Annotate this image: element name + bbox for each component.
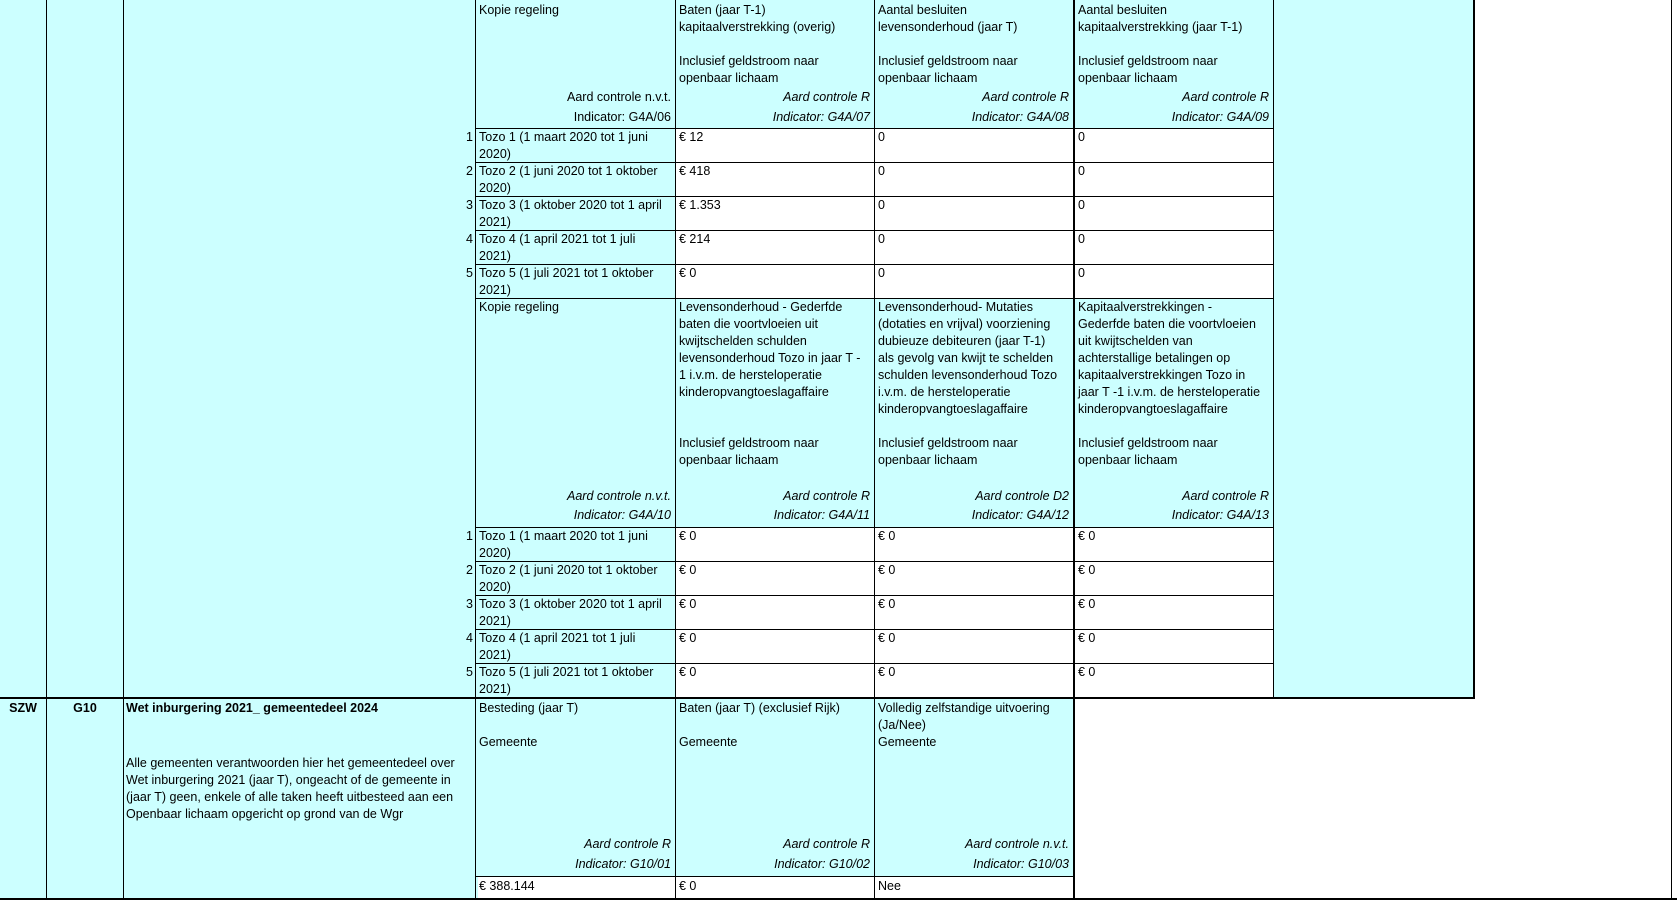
value-cell[interactable]: € 0: [679, 529, 697, 543]
row-label: Tozo 2 (1 juni 2020 tot 1 oktober 2020): [479, 164, 658, 195]
value-cell[interactable]: € 0: [679, 266, 697, 280]
g10-header-title-2: Baten (jaar T) (exclusief Rijk) Gemeente: [679, 701, 840, 749]
g10-header-title-3: Volledig zelfstandige uitvoering (Ja/Nee) Gemeente: [878, 701, 1050, 749]
value-cell[interactable]: Nee: [878, 879, 901, 893]
block2-indicator-2: Indicator: G4A/11: [773, 508, 870, 522]
value-cell[interactable]: € 0: [679, 665, 697, 679]
row-label: Tozo 5 (1 juli 2021 tot 1 oktober 2021): [479, 266, 654, 297]
value-cell[interactable]: 0: [878, 130, 885, 144]
g10-indicator-3: Indicator: G10/03: [973, 857, 1069, 871]
value-cell[interactable]: € 0: [878, 563, 896, 577]
row-number: 4: [466, 232, 473, 246]
row-number: 2: [466, 164, 473, 178]
g10-header-title-1: Besteding (jaar T) Gemeente: [479, 701, 579, 749]
value-cell[interactable]: 0: [1078, 266, 1085, 280]
block1-indicator-1: Indicator: G4A/06: [573, 110, 671, 124]
row-number: 1: [466, 130, 473, 144]
value-cell[interactable]: € 0: [878, 631, 896, 645]
value-cell[interactable]: 0: [1078, 164, 1085, 178]
value-cell[interactable]: € 0: [1078, 597, 1096, 611]
g10-control-2: Aard controle R: [783, 837, 870, 851]
g10-control-1: Aard controle R: [584, 837, 671, 851]
row-label: Tozo 3 (1 oktober 2020 tot 1 april 2021): [479, 198, 662, 229]
block1-control-1: Aard controle n.v.t.: [567, 90, 671, 104]
row-label: Tozo 2 (1 juni 2020 tot 1 oktober 2020): [479, 563, 658, 594]
value-cell[interactable]: 0: [878, 266, 885, 280]
value-cell[interactable]: € 0: [679, 563, 697, 577]
block1-header-title-3: Aantal besluiten levensonderhoud (jaar T) Inclusief geldstroom naar openbaar lichaam: [878, 3, 1018, 85]
right-fill-upper: [1274, 0, 1474, 698]
row-label: Tozo 4 (1 april 2021 tot 1 juli 2021): [479, 232, 636, 263]
block2-control-1: Aard controle n.v.t.: [567, 489, 671, 503]
row-label: Tozo 5 (1 juli 2021 tot 1 oktober 2021): [479, 665, 654, 696]
value-cell[interactable]: € 0: [878, 529, 896, 543]
block1-header-title-4: Aantal besluiten kapitaalverstrekking (jaar T-1) Inclusief geldstroom naar openbaar lichaam: [1078, 3, 1243, 85]
block2-header-title-4: Kapitaalverstrekkingen - Gederfde baten die voortvloeien uit kwijtschelden van achterstallige betalingen op kapitaalverstrekkingen Tozo in jaar T -1 i.v.m. de hersteloperatie kinderopvangtoeslagaffaire Inclusief geldstroom naar openbaar lichaam: [1078, 300, 1261, 467]
value-cell[interactable]: € 0: [1078, 631, 1096, 645]
block2-indicator-3: Indicator: G4A/12: [971, 508, 1069, 522]
row-number: 5: [466, 266, 473, 280]
block2-control-2: Aard controle R: [783, 489, 870, 503]
row-label: Tozo 4 (1 april 2021 tot 1 juli 2021): [479, 631, 636, 662]
row-number: 2: [466, 563, 473, 577]
value-cell[interactable]: 0: [878, 164, 885, 178]
value-cell[interactable]: 0: [1078, 130, 1085, 144]
block1-indicator-4: Indicator: G4A/09: [1171, 110, 1269, 124]
value-cell[interactable]: € 0: [878, 597, 896, 611]
block1-indicator-2: Indicator: G4A/07: [772, 110, 870, 124]
value-cell[interactable]: € 418: [679, 164, 711, 178]
block2-header-title-3: Levensonderhoud- Mutaties (dotaties en vrijval) voorziening dubieuze debiteuren (jaar T-1) als gevolg van kwijt te schelden schulden levensonderhoud Tozo i.v.m. de hersteloperatie kinderopvangtoeslagaffaire Inclusief geldstroom naar openbaar lichaam: [878, 300, 1058, 467]
value-cell[interactable]: € 12: [679, 130, 704, 144]
value-cell[interactable]: € 0: [1078, 529, 1096, 543]
row-number: 4: [466, 631, 473, 645]
regulation-description: Alle gemeenten verantwoorden hier het gemeentedeel over Wet inburgering 2021 (jaar T), ongeacht of de gemeente in (jaar T) geen, enkele of alle taken heeft uitbesteed aan een Openbaar lichaam opgericht op grond van de Wgr: [126, 756, 455, 821]
block1-indicator-3: Indicator: G4A/08: [971, 110, 1069, 124]
block1-control-3: Aard controle R: [982, 90, 1069, 104]
block2-indicator-1: Indicator: G4A/10: [573, 508, 671, 522]
regulation-code: G10: [73, 701, 97, 715]
value-cell[interactable]: 0: [1078, 232, 1085, 246]
block1-header-title-1: Kopie regeling: [479, 3, 559, 17]
value-cell[interactable]: € 1.353: [679, 198, 721, 212]
value-cell[interactable]: € 0: [1078, 563, 1096, 577]
regulation-title: Wet inburgering 2021_ gemeentedeel 2024: [126, 701, 378, 715]
value-cell[interactable]: € 0: [679, 631, 697, 645]
block1-control-2: Aard controle R: [783, 90, 870, 104]
row-number: 1: [466, 529, 473, 543]
g10-indicator-2: Indicator: G10/02: [774, 857, 870, 871]
row-number: 3: [466, 597, 473, 611]
g10-control-3: Aard controle n.v.t.: [965, 837, 1069, 851]
g10-indicator-1: Indicator: G10/01: [575, 857, 671, 871]
value-cell[interactable]: 0: [878, 232, 885, 246]
row-number: 5: [466, 665, 473, 679]
row-label: Tozo 1 (1 maart 2020 tot 1 juni 2020): [479, 130, 648, 161]
value-cell[interactable]: € 388.144: [479, 879, 535, 893]
value-cell[interactable]: € 0: [1078, 665, 1096, 679]
block2-indicator-4: Indicator: G4A/13: [1171, 508, 1269, 522]
value-cell[interactable]: € 0: [679, 879, 697, 893]
block2-control-4: Aard controle R: [1182, 489, 1269, 503]
block2-control-3: Aard controle D2: [975, 489, 1069, 503]
row-label: Tozo 1 (1 maart 2020 tot 1 juni 2020): [479, 529, 648, 560]
ministry-code: SZW: [9, 701, 37, 715]
value-cell[interactable]: 0: [878, 198, 885, 212]
block2-header-title-1: Kopie regeling: [479, 300, 559, 314]
value-cell[interactable]: € 214: [679, 232, 711, 246]
block2-header-title-2: Levensonderhoud - Gederfde baten die voortvloeien uit kwijtschelden schulden levensonderhoud Tozo in jaar T - 1 i.v.m. de hersteloperatie kinderopvangtoeslagaffaire Inclusief geldstroom naar openbaar lichaam: [679, 300, 861, 467]
value-cell[interactable]: € 0: [679, 597, 697, 611]
block1-control-4: Aard controle R: [1182, 90, 1269, 104]
row-number: 3: [466, 198, 473, 212]
row-label: Tozo 3 (1 oktober 2020 tot 1 april 2021): [479, 597, 662, 628]
value-cell[interactable]: € 0: [878, 665, 896, 679]
value-cell[interactable]: 0: [1078, 198, 1085, 212]
block1-header-title-2: Baten (jaar T-1) kapitaalverstrekking (overig) Inclusief geldstroom naar openbaar lichaam: [679, 3, 836, 85]
